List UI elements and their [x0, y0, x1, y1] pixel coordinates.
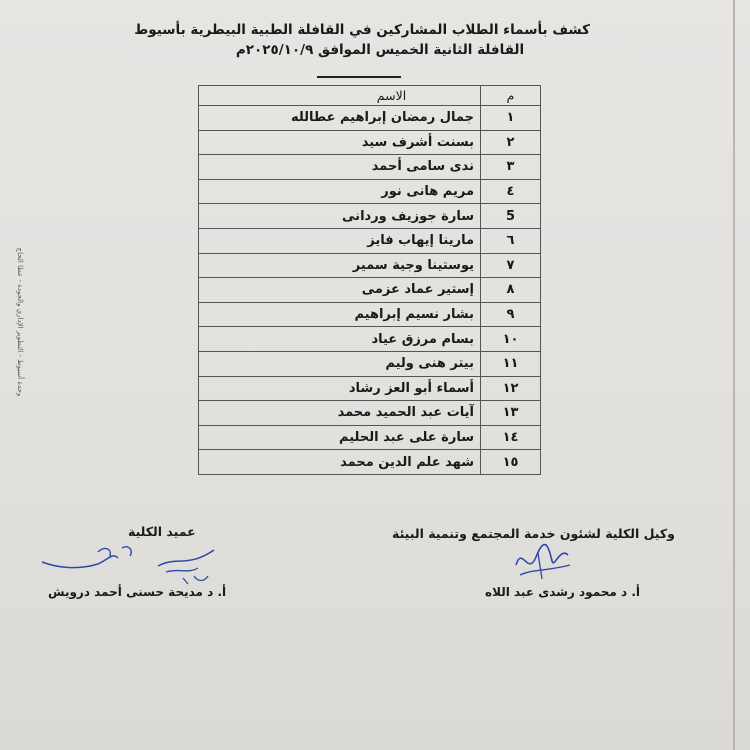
- table-row: [199, 351, 541, 376]
- table-row: [199, 425, 541, 450]
- table-header-row: [199, 86, 541, 106]
- student-name: يوستينا وجية سمير: [199, 253, 481, 278]
- column-header-number: م: [481, 86, 541, 106]
- student-name: أسماء أبو العز رشاد: [199, 376, 481, 401]
- document-subtitle: القافلة الثانية الخميس الموافق ٢٠٢٥/١٠/٩م: [235, 42, 525, 58]
- row-number: ٤: [481, 179, 541, 204]
- table-row: [199, 204, 541, 229]
- student-name: مارينا إيهاب فايز: [199, 228, 481, 253]
- table-row: [199, 179, 541, 204]
- title-underline: [317, 76, 401, 78]
- column-header-name: الاسم: [199, 86, 481, 106]
- table-row: [199, 450, 541, 475]
- vice-dean-title: وكيل الكلية لشئون خدمة المجتمع وتنمية البيئة: [392, 526, 675, 541]
- table-row: [199, 106, 541, 131]
- table-row: [199, 376, 541, 401]
- student-name: مريم هانى نور: [199, 179, 481, 204]
- student-name: جمال رمضان إبراهيم عطالله: [199, 106, 481, 131]
- dean-title: عميد الكلية: [128, 524, 196, 539]
- student-name: إستير عماد عزمى: [199, 278, 481, 303]
- student-name: شهد علم الدين محمد: [199, 450, 481, 475]
- row-number: ٢: [481, 130, 541, 155]
- student-name: بيتر هنى وليم: [199, 351, 481, 376]
- margin-note: وحدة أسيوط - التطوير الإداري والجودة - عطا الحاج: [16, 247, 24, 397]
- row-number: ٣: [481, 155, 541, 180]
- student-name: ندى سامى أحمد: [199, 155, 481, 180]
- table-row: [199, 130, 541, 155]
- table-row: [199, 253, 541, 278]
- vice-dean-signature: [508, 535, 578, 583]
- row-number: ١: [481, 106, 541, 131]
- row-number: ٧: [481, 253, 541, 278]
- vice-dean-name: أ. د محمود رشدى عبد اللاه: [485, 585, 641, 599]
- table-row: [199, 155, 541, 180]
- row-number: ١١: [481, 351, 541, 376]
- student-name: سارة على عبد الحليم: [199, 425, 481, 450]
- document-title: كشف بأسماء الطلاب المشاركين في القافلة الطبية البيطرية بأسيوط: [134, 22, 590, 38]
- dean-signature: [38, 538, 228, 588]
- dean-name: أ. د مديحة حسنى أحمد درويش: [48, 585, 227, 599]
- table-row: [199, 278, 541, 303]
- row-number: ٦: [481, 228, 541, 253]
- table-row: [199, 302, 541, 327]
- page-edge: [733, 0, 735, 750]
- row-number: 5: [481, 204, 541, 229]
- student-name: بسام مرزق عياد: [199, 327, 481, 352]
- table-row: [199, 327, 541, 352]
- row-number: ١٥: [481, 450, 541, 475]
- row-number: ١٠: [481, 327, 541, 352]
- student-name: آيات عبد الحميد محمد: [199, 401, 481, 426]
- row-number: ٩: [481, 302, 541, 327]
- row-number: ١٢: [481, 376, 541, 401]
- student-name: سارة جوزيف وردانى: [199, 204, 481, 229]
- student-name: بسنت أشرف سيد: [199, 130, 481, 155]
- student-name: بشار نسيم إبراهيم: [199, 302, 481, 327]
- table-row: [199, 228, 541, 253]
- row-number: ٨: [481, 278, 541, 303]
- row-number: ١٣: [481, 401, 541, 426]
- table-row: [199, 401, 541, 426]
- students-table: [198, 85, 541, 475]
- row-number: ١٤: [481, 425, 541, 450]
